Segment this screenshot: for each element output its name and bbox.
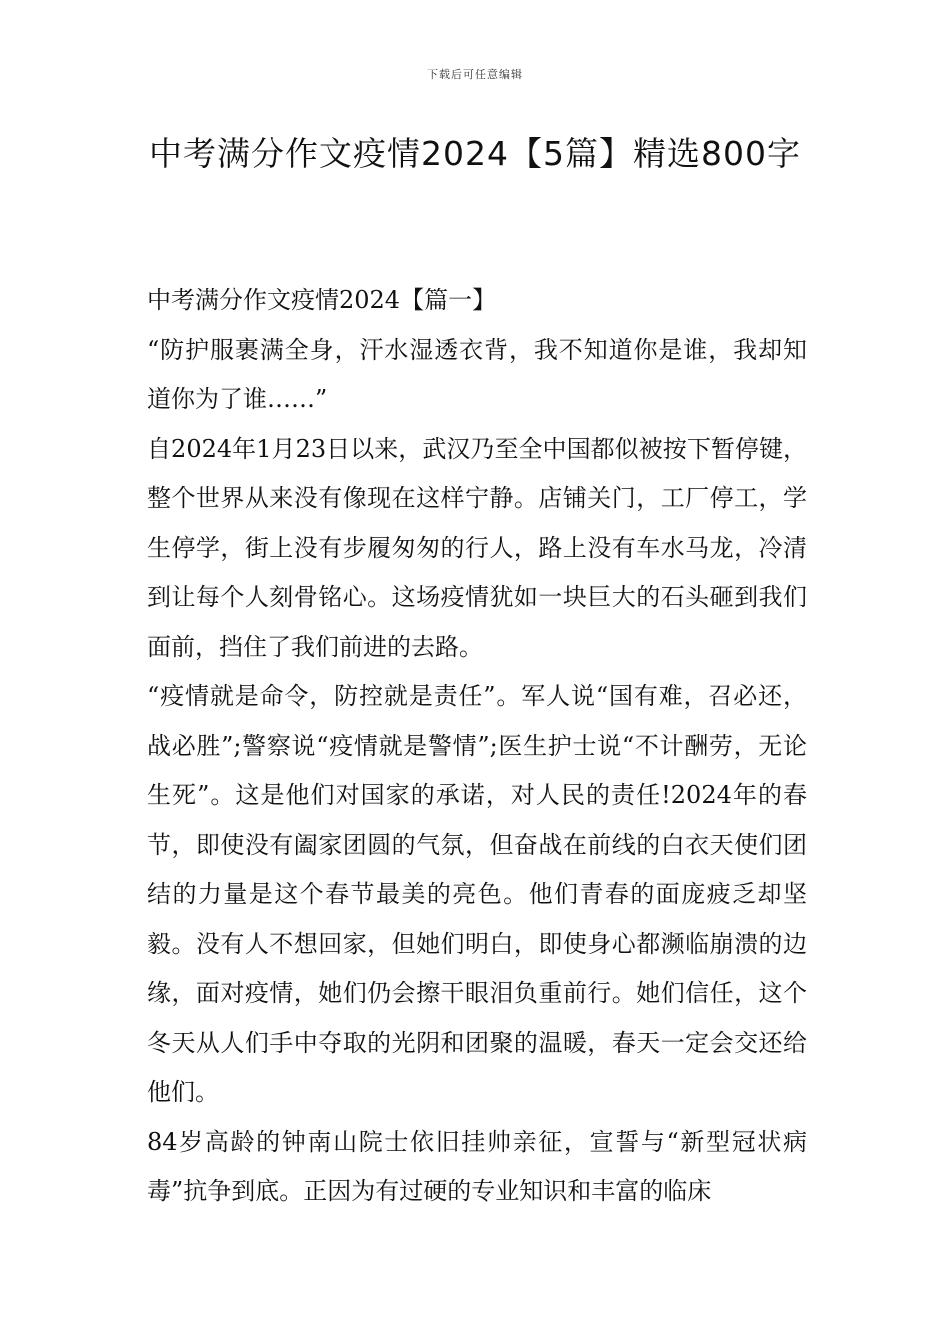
paragraph: “防护服裹满全身，汗水湿透衣背，我不知道你是谁，我却知道你为了谁……” — [147, 335, 807, 413]
document-title: 中考满分作文疫情2024【5篇】精选800字 — [149, 134, 801, 173]
paragraph: “疫情就是命令，防控就是责任”。军人说“国有难，召必还，战必胜”;警察说“疫情就是警情”;医生护士说“不计酬劳，无论生死”。这是他们对国家的承诺，对人民的责任!2024年的春节，即使没有阖家团圆的气氛，但奋战在前线的白衣天使们团结的力量是这个春节最美的亮色。他们青春的面庞疲乏却坚毅。没有人不想回家，但她们明白，即使身心都濒临崩溃的边缘，面对疫情，她们仍会擦干眼泪负重前行。她们信任，这个冬天从人们手中夺取的光阴和团聚的温暖，春天一定会交还给他们。 — [147, 682, 807, 1106]
header-note: 下载后可任意编辑 — [427, 68, 523, 81]
document-body — [147, 276, 807, 1217]
paragraph: 自2024年1月23日以来，武汉乃至全中国都似被按下暂停键，整个世界从来没有像现在这样宁静。店铺关门，工厂停工，学生停学，街上没有步履匆匆的行人，路上没有车水马龙，冷清到让每个人刻骨铭心。这场疫情犹如一块巨大的石头砸到我们面前，挡住了我们前进的去路。 — [147, 434, 807, 661]
section-heading: 中考满分作文疫情2024【篇一】 — [147, 286, 497, 314]
paragraph: 84岁高龄的钟南山院士依旧挂帅亲征，宣誓与“新型冠状病毒”抗争到底。正因为有过硬的专业知识和丰富的临床 — [147, 1127, 807, 1205]
